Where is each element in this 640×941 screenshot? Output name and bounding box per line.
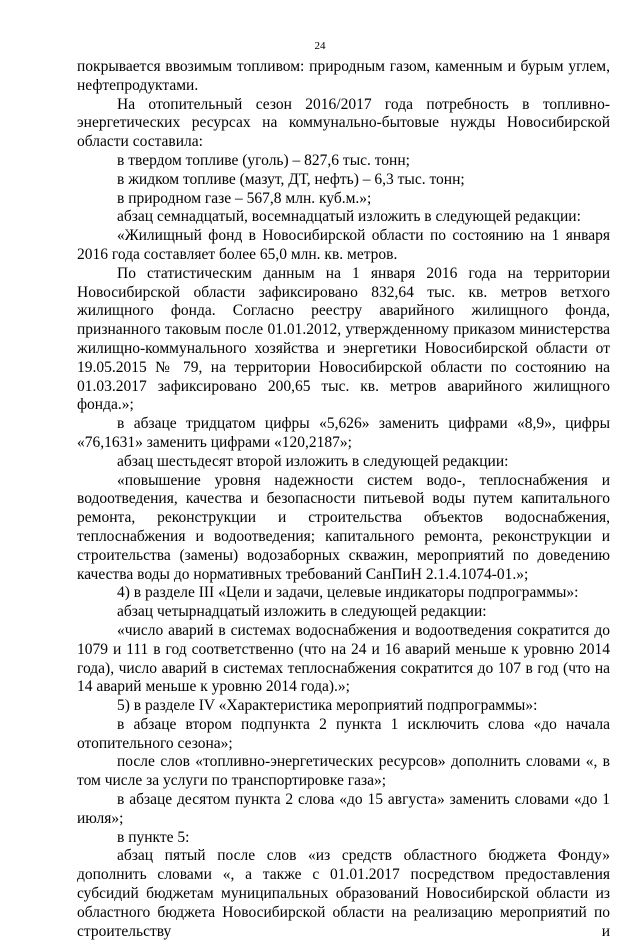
document-body xyxy=(77,58,610,941)
paragraph: «повышение уровня надежности систем водо-, теплоснабжения и водоотведения, качества и безопасности питьевой воды путем капитального ремонта, реконструкции и строительства объектов водоснабжения, теплоснабжения и водоотведения; капитального ремонта, реконструкции и строительства (замены) водозаборных скважин, мероприятий по доведению качества воды до нормативных требований СанПиН 2.1.4.1074-01.»; xyxy=(77,471,610,583)
paragraph: в абзаце тридцатом цифры «5,626» заменить цифрами «8,9», цифры «76,1631» заменить цифрами «120,2187»; xyxy=(77,415,610,451)
paragraph: На отопительный сезон 2016/2017 года потребность в топливно-энергетических ресурсах на коммунально-бытовые нужды Новосибирской области составила: xyxy=(77,95,610,151)
paragraph: в абзаце десятом пункта 2 слова «до 15 августа» заменить словами «до 1 июля»; xyxy=(77,791,610,827)
paragraph: «число аварий в системах водоснабжения и водоотведения сократится до 1079 и 111 в год соответственно (что на 24 и 16 аварий меньше к уровню 2014 года), число аварий в системах теплоснабжения сократится до 107 в год (что на 14 аварий меньше к уровню 2014 года).»; xyxy=(77,621,610,696)
paragraph: после слов «топливно-энергетических ресурсов» дополнить словами «, в том числе за услуги по транспортировке газа»; xyxy=(77,753,610,790)
paragraph: 5) в разделе IV «Характеристика мероприятий подпрограммы»: xyxy=(117,697,538,715)
page-number: 24 xyxy=(314,40,326,52)
paragraph: покрывается ввозимым топливом: природным газом, каменным и бурым углем, нефтепродуктами. xyxy=(77,58,610,94)
paragraph: абзац шестьдесят второй изложить в следующей редакции: xyxy=(117,452,509,470)
paragraph: 4) в разделе III «Цели и задачи, целевые индикаторы подпрограммы»: xyxy=(117,584,579,602)
paragraph: По статистическим данным на 1 января 2016 года на территории Новосибирской области зафиксировано 832,64 тыс. кв. метров ветхого жилищного фонда. Согласно реестру аварийного жилищного фонда, признанного таковым после 01.01.2012, утвержденному приказом министерства жилищно-коммунального хозяйства и энергетики Новосибирской области от 19.05.2015 № 79, на территории Новосибирской области по состоянию на 01.03.2017 зафиксировано 200,65 тыс. кв. метров аварийного жилищного фонда.»; xyxy=(77,264,610,414)
paragraph: в пункте 5: xyxy=(117,828,190,846)
paragraph: в твердом топливе (уголь) – 827,6 тыс. тонн; xyxy=(117,151,410,169)
paragraph: абзац семнадцатый, восемнадцатый изложить в следующей редакции: xyxy=(117,208,581,226)
paragraph: абзац пятый после слов «из средств областного бюджета Фонду» дополнить словами «, а также с 01.01.2017 посредством предоставления субсидий бюджетам муниципальных образований Новосибирской области из областного бюджета Новосибирской области на реализацию мероприятий по строительству и xyxy=(77,847,610,940)
paragraph: в жидком топливе (мазут, ДТ, нефть) – 6,3 тыс. тонн; xyxy=(117,170,465,188)
paragraph: в природном газе – 567,8 млн. куб.м.»; xyxy=(117,189,372,207)
paragraph: «Жилищный фонд в Новосибирской области по состоянию на 1 января 2016 года составляет более 65,0 млн. кв. метров. xyxy=(77,227,610,263)
paragraph: в абзаце втором подпункта 2 пункта 1 исключить слова «до начала отопительного сезона»; xyxy=(77,715,610,752)
paragraph: абзац четырнадцатый изложить в следующей редакции: xyxy=(117,603,487,621)
